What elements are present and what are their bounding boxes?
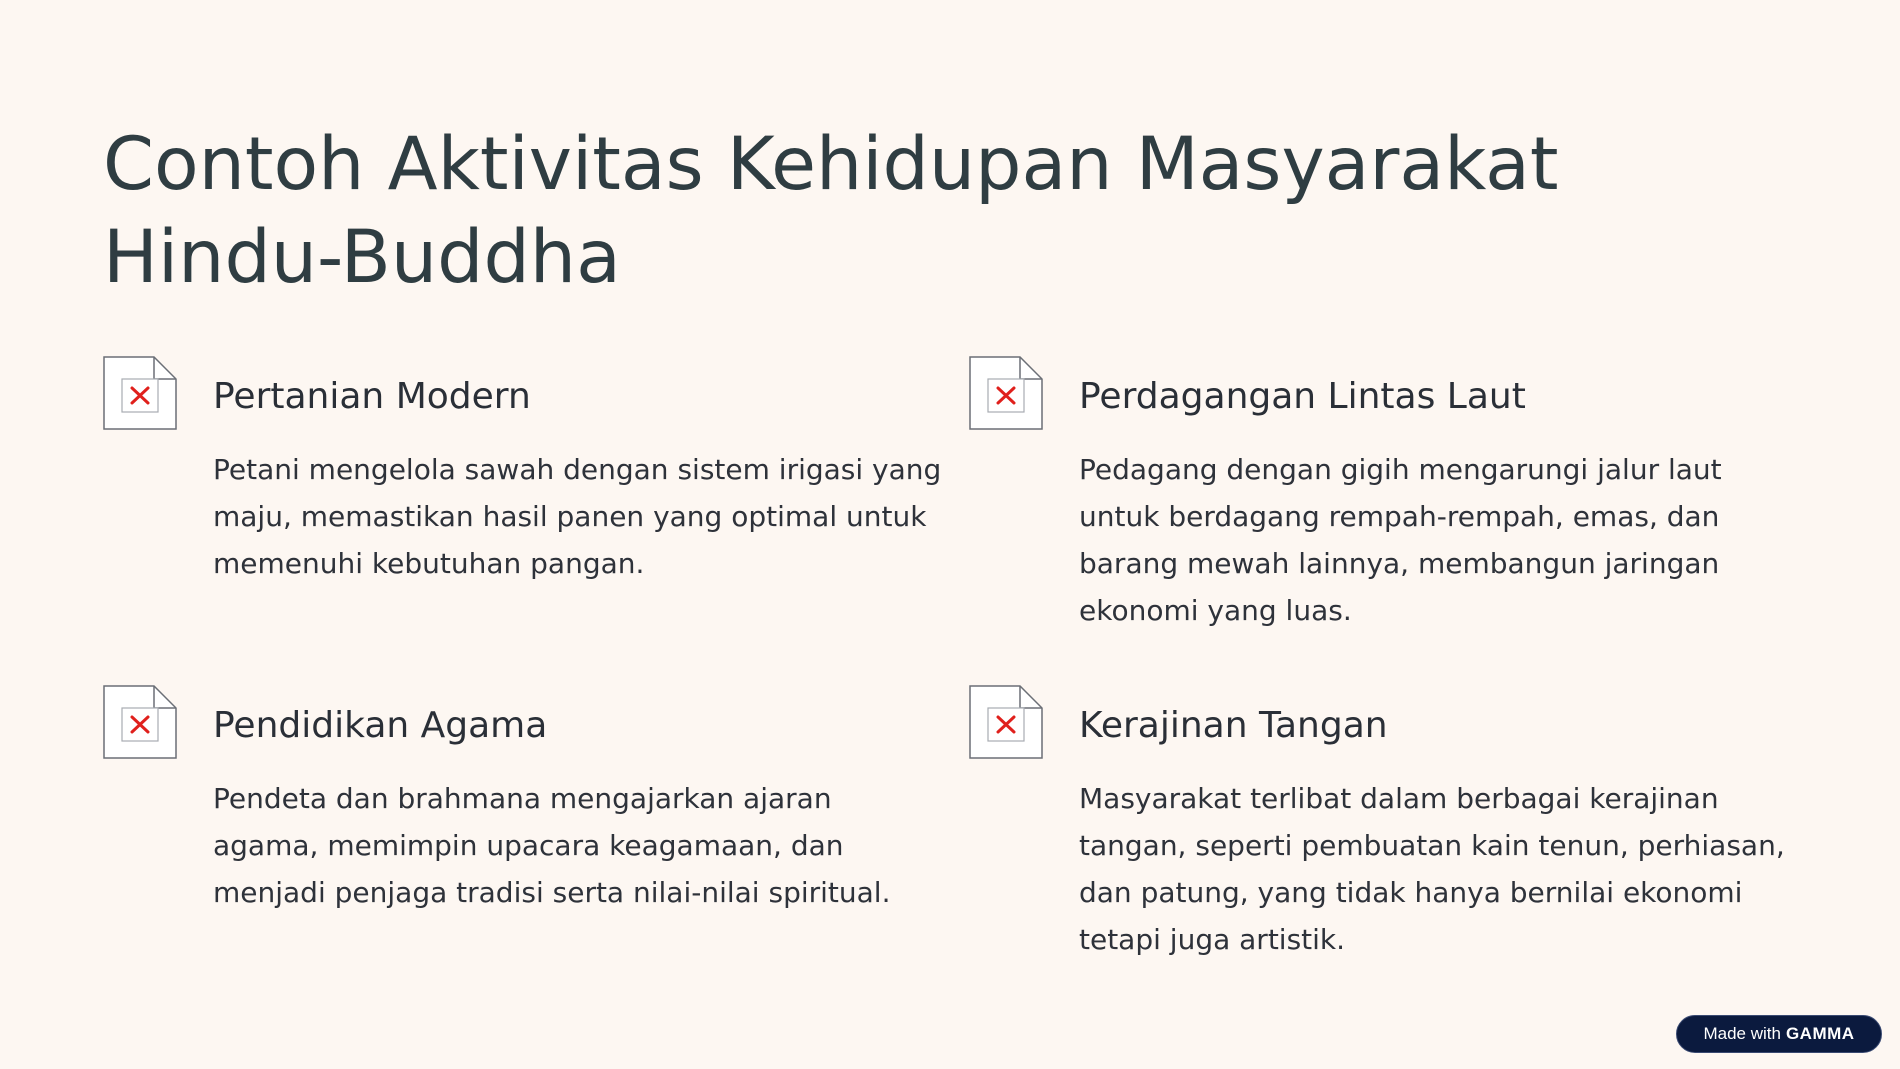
activity-description: Masyarakat terlibat dalam berbagai kerajinan tangan, seperti pembuatan kain tenun, perhiasan, dan patung, yang tidak hanya bernilai ekonomi tetapi juga artistik.	[1079, 782, 1785, 956]
activity-heading: Perdagangan Lintas Laut	[1079, 376, 1526, 417]
badge-made-with-label: Made with	[1703, 1024, 1781, 1043]
gamma-logo: GAMMA	[1785, 1024, 1855, 1043]
activity-heading: Pertanian Modern	[213, 376, 531, 417]
activity-description: Pedagang dengan gigih mengarungi jalur laut untuk berdagang rempah-rempah, emas, dan barang mewah lainnya, membangun jaringan ekonomi yang luas.	[1079, 453, 1722, 627]
broken-image-icon	[969, 685, 1043, 759]
activity-description: Pendeta dan brahmana mengajarkan ajaran agama, memimpin upacara keagamaan, dan menjadi penjaga tradisi serta nilai-nilai spiritual.	[213, 782, 891, 909]
broken-image-icon	[103, 685, 177, 759]
activity-heading: Kerajinan Tangan	[1079, 705, 1388, 746]
page-title: Contoh Aktivitas Kehidupan Masyarakat Hindu-Buddha	[103, 122, 1559, 300]
activity-heading: Pendidikan Agama	[213, 705, 548, 746]
broken-image-icon	[969, 356, 1043, 430]
broken-image-icon	[103, 356, 177, 430]
made-with-gamma-badge[interactable]	[1676, 1015, 1882, 1053]
activity-description: Petani mengelola sawah dengan sistem irigasi yang maju, memastikan hasil panen yang optimal untuk memenuhi kebutuhan pangan.	[213, 453, 942, 580]
